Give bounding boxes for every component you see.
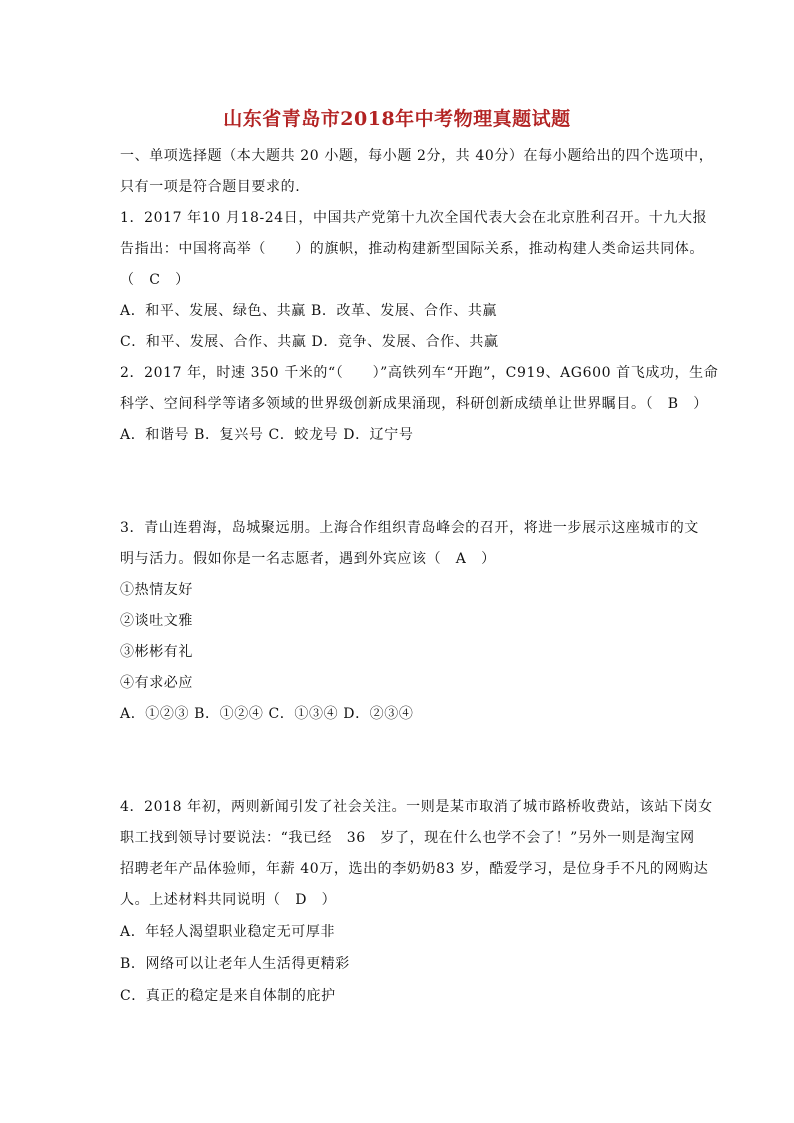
question-3-item-4: ④有求必应 — [120, 675, 193, 691]
question-3-stem-line-2: 明与活力。假如你是一名志愿者，遇到外宾应该（ A ） — [120, 551, 496, 567]
question-4-option-a: A．年轻人渴望职业稳定无可厚非 — [120, 924, 336, 940]
question-2-options: A．和谐号 B．复兴号 C．蛟龙号 D．辽宁号 — [120, 427, 414, 443]
question-3-stem-line-1: 3．青山连碧海，岛城聚远朋。上海合作组织青岛峰会的召开，将进一步展示这座城市的文 — [120, 520, 699, 536]
section-heading-line-1: 一、单项选择题（本大题共 20 小题，每小题 2分，共 40分）在每小题给出的四个选项中， — [120, 148, 714, 164]
question-3-item-1: ①热情友好 — [120, 582, 193, 598]
question-1-options-line-1: A．和平、发展、绿色、共赢 B．改革、发展、合作、共赢 — [120, 303, 498, 319]
question-1-answer: （ C ） — [120, 272, 190, 288]
question-3-options: A．①②③ B．①②④ C．①③④ D．②③④ — [120, 706, 414, 722]
question-1-options-line-2: C．和平、发展、合作、共赢 D．竞争、发展、合作、共赢 — [120, 334, 499, 350]
question-4-stem-line-4: 人。上述材料共同说明（ D ） — [120, 892, 337, 908]
question-4-stem-line-3: 招聘老年产品体验师，年薪 40万，选出的李奶奶83 岁，酷爱学习，是位身手不凡的网购达 — [120, 861, 709, 877]
section-heading-line-2: 只有一项是符合题目要求的. — [120, 179, 301, 195]
question-3-item-2: ②谈吐文雅 — [120, 613, 193, 629]
question-4-option-b: B．网络可以让老年人生活得更精彩 — [120, 956, 350, 972]
question-4-stem-line-2: 职工找到领导讨要说法：“我已经 36 岁了，现在什么也学不会了！”另外一则是淘宝网 — [120, 830, 695, 846]
question-3-item-3: ③彬彬有礼 — [120, 644, 193, 660]
question-1-stem-line-1: 1．2017 年10 月18-24日，中国共产党第十九次全国代表大会在北京胜利召开。十九大报 — [120, 210, 708, 226]
question-2-stem-line-2: 科学、空间科学等诸多领域的世界级创新成果涌现，科研创新成绩单让世界瞩目。（ B ） — [120, 396, 708, 412]
question-4-stem-line-1: 4．2018 年初，两则新闻引发了社会关注。一则是某市取消了城市路桥收费站，该站下岗女 — [120, 799, 713, 815]
question-1-stem-line-2: 告指出：中国将高举（ ）的旗帜，推动构建新型国际关系，推动构建人类命运共同体。 — [120, 241, 704, 257]
page-title: 山东省青岛市2018年中考物理真题试题 — [223, 108, 571, 130]
question-2-stem-line-1: 2．2017 年，时速 350 千米的“（ ）”高铁列车“开跑”，C919、AG600 首飞成功，生命 — [120, 365, 719, 381]
question-4-option-c: C．真正的稳定是来自体制的庇护 — [120, 988, 336, 1004]
